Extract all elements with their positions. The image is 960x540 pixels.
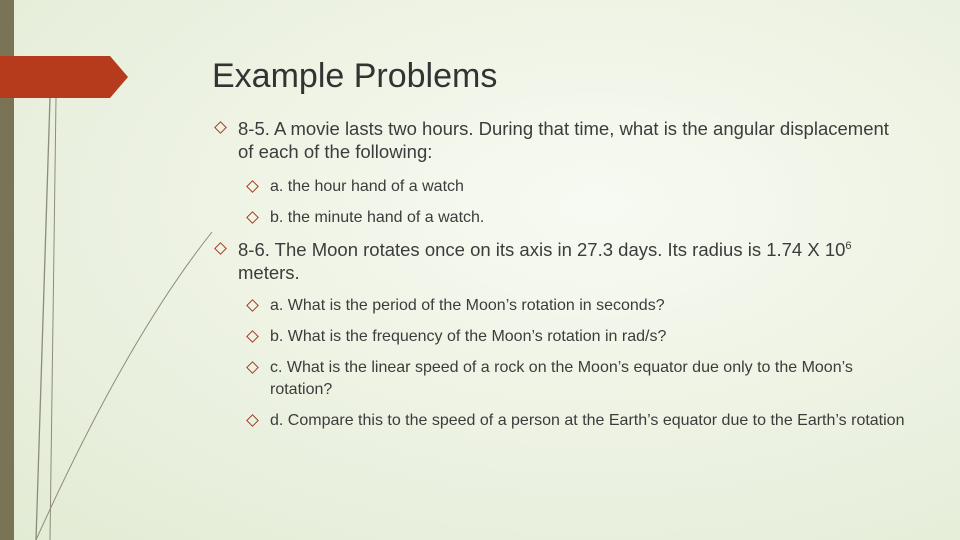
diamond-bullet-icon bbox=[214, 242, 227, 255]
sub-bullet-8-6-b bbox=[248, 326, 906, 348]
diamond-bullet-icon bbox=[246, 299, 259, 312]
bullet-8-5 bbox=[216, 117, 906, 163]
bullet-list bbox=[216, 115, 906, 432]
sub-bullet-8-5-a bbox=[248, 176, 906, 198]
sub-bullet-text: d. Compare this to the speed of a person at the Earth’s equator due to the Earth’s rotation bbox=[270, 412, 905, 429]
diamond-bullet-icon bbox=[246, 180, 259, 193]
diamond-bullet-icon bbox=[246, 330, 259, 343]
sub-bullet-text: c. What is the linear speed of a rock on the Moon’s equator due only to the Moon’s rotation? bbox=[270, 359, 853, 398]
bullet-text: 8-6. The Moon rotates once on its axis in 27.3 days. Its radius is 1.74 X 10 bbox=[238, 239, 846, 260]
sub-bullet-text: b. the minute hand of a watch. bbox=[270, 209, 485, 226]
diamond-bullet-icon bbox=[214, 121, 227, 134]
sub-bullet-text: a. What is the period of the Moon’s rotation in seconds? bbox=[270, 297, 665, 314]
sub-bullet-text: b. What is the frequency of the Moon’s rotation in rad/s? bbox=[270, 328, 667, 345]
sub-bullet-text: a. the hour hand of a watch bbox=[270, 178, 464, 195]
title-accent-tab bbox=[0, 56, 130, 98]
sub-bullet-8-6-a bbox=[248, 295, 906, 317]
diamond-bullet-icon bbox=[246, 211, 259, 224]
sub-bullet-8-6-d bbox=[248, 410, 906, 432]
bullet-text-end: meters. bbox=[238, 262, 300, 283]
bullet-8-6 bbox=[216, 238, 906, 284]
diamond-bullet-icon bbox=[246, 414, 259, 427]
slide-title: Example Problems bbox=[212, 57, 498, 95]
sub-bullet-8-6-c bbox=[248, 357, 906, 401]
sub-bullet-8-5-b bbox=[248, 207, 906, 229]
bullet-text: 8-5. A movie lasts two hours. During that time, what is the angular displacement of each of the following: bbox=[238, 118, 889, 162]
diamond-bullet-icon bbox=[246, 361, 259, 374]
exponent: 6 bbox=[845, 240, 852, 252]
